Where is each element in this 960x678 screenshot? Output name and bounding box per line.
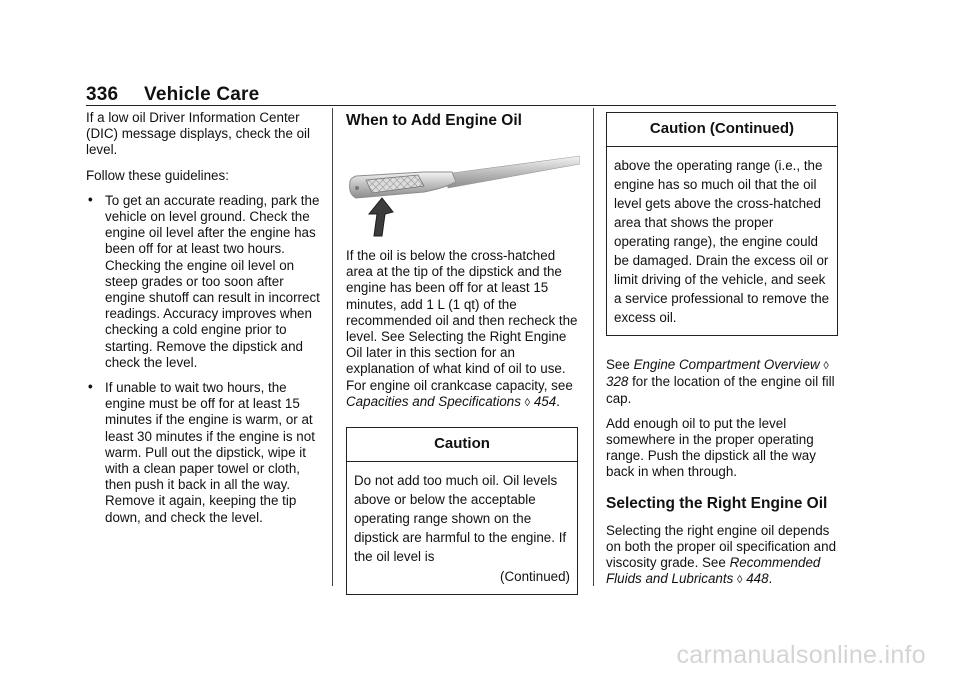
caution-continued: (Continued)	[500, 569, 570, 585]
caution-continued-box	[606, 112, 838, 336]
see-suffix: for the location of the engine oil fill cap.	[606, 374, 835, 406]
section-heading: When to Add Engine Oil	[346, 112, 522, 129]
page-ref-icon: ◊	[524, 396, 531, 409]
intro-paragraph: If a low oil Driver Information Center (DIC) message displays, check the oil level.	[86, 110, 311, 158]
bullet-item	[86, 193, 322, 371]
add-oil-paragraph	[346, 248, 578, 411]
column-divider-2	[593, 108, 594, 586]
column-1	[86, 110, 322, 535]
caution-body	[347, 462, 577, 594]
caution-box	[346, 427, 578, 595]
bullet-icon: •	[88, 379, 93, 395]
caution-title: Caution	[347, 428, 577, 462]
period: .	[556, 393, 560, 409]
capacities-page-ref[interactable]: 454	[533, 393, 557, 409]
bullet-item	[86, 380, 322, 526]
see-prefix: See	[606, 357, 630, 373]
column-2	[346, 112, 578, 140]
period: .	[768, 571, 773, 587]
caution-text: Do not add too much oil. Oil levels above or below the acceptable operating range shown on the dipstick are harmful to the engine. If the oil level is	[354, 473, 567, 565]
dipstick-illustration	[344, 148, 580, 240]
selecting-oil-text: Selecting the right engine oil depends on both the proper oil specification and viscosity grade. See	[606, 522, 837, 571]
guidelines-label: Follow these guidelines:	[86, 167, 229, 183]
header-rule	[86, 105, 836, 106]
page-number: 336	[86, 84, 119, 105]
see-engine-compartment-paragraph	[606, 357, 838, 407]
section-title: Vehicle Care	[144, 84, 260, 105]
bullet-icon: •	[88, 191, 93, 207]
add-enough-oil-paragraph: Add enough oil to put the level somewhere in the proper operating range. Push the dipstick all the way back in when through.	[606, 415, 816, 480]
bullet-text: To get an accurate reading, park the vehicle on level ground. Check the engine oil level after the engine has been off for at least two hours. Checking the engine oil level on steep grades or too soon after engine shutoff can result in incorrect readings. Accuracy improves when checking a cold engine prior to starting. Remove the dipstick and check the level.	[105, 192, 320, 370]
page-ref-icon: ◊	[823, 360, 829, 373]
watermark: carmanualsonline.info	[676, 641, 926, 669]
recommended-fluids-page-ref[interactable]: 448	[746, 571, 769, 587]
column-divider-1	[332, 108, 333, 586]
engine-compartment-link[interactable]: Engine Compartment Overview	[633, 357, 820, 373]
recommended-fluids-link[interactable]: Recommended Fluids and Lubricants	[606, 555, 821, 587]
page-header	[86, 84, 259, 106]
column-3	[606, 112, 838, 597]
engine-compartment-page-ref[interactable]: 328	[606, 374, 629, 390]
bullet-text: If unable to wait two hours, the engine must be off for at least 15 minutes if the engine is warm, or at least 30 minutes if the engine is not warm. Pull out the dipstick, wipe it with a clean paper towel or cloth, then push it back in all the way. Remove it again, keeping the tip down, and check the level.	[105, 380, 315, 525]
caution-continued-title: Caution (Continued)	[607, 113, 837, 147]
selecting-oil-paragraph	[606, 523, 838, 589]
page-ref-icon: ◊	[737, 574, 743, 587]
add-oil-text: If the oil is below the cross-hatched area at the tip of the dipstick and the engine has been off for at least 15 minutes, add 1 L (1 qt) of the recommended oil and then recheck the level. See Selecting the Right Engine Oil later in this section for an explanation of what kind of oil to use. For engine oil crankcase capacity, see	[346, 248, 578, 393]
caution-continued-body: above the operating range (i.e., the engine has so much oil that the oil level gets above the cross-hatched area that shows the proper operating range), the engine could be damaged. Drain the excess oil or limit driving of the vehicle, and seek a service professional to remove the excess oil.	[614, 158, 830, 326]
capacities-link[interactable]: Capacities and Specifications	[346, 393, 521, 409]
selecting-oil-heading: Selecting the Right Engine Oil	[606, 494, 828, 512]
column-2-body	[346, 248, 578, 595]
